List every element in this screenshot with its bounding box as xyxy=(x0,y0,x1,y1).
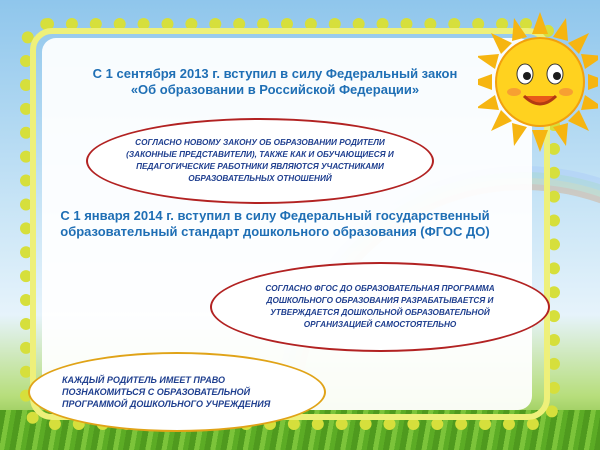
oval-callout-parent-right xyxy=(28,352,326,432)
smiling-sun-icon xyxy=(478,10,598,160)
oval-1-text: СОГЛАСНО НОВОМУ ЗАКОНУ ОБ ОБРАЗОВАНИИ РОДИТЕЛИ (ЗАКОННЫЕ ПРЕДСТАВИТЕЛИ), ТАКЖЕ КАК И ОБУЧАЮЩИЕСЯ И ПЕДАГОГИЧЕСКИЕ РАБОТНИКИ ЯВЛЯЮТСЯ УЧАСТНИКАМИ ОБРАЗОВАТЕЛЬНЫХ ОТНОШЕНИЙ xyxy=(126,138,394,183)
oval-3-text: КАЖДЫЙ РОДИТЕЛЬ ИМЕЕТ ПРАВО ПОЗНАКОМИТЬСЯ С ОБРАЗОВАТЕЛЬНОЙ ПРОГРАММОЙ ДОШКОЛЬНОГО УЧРЕЖДЕНИЯ xyxy=(62,375,271,409)
oval-callout-parents-participants xyxy=(86,118,434,204)
heading-fgos-2014: С 1 января 2014 г. вступил в силу Федеральный государственный образовательный стандарт дошкольного образования (ФГОС ДО) xyxy=(60,208,490,239)
oval-callout-program-development xyxy=(210,262,550,352)
heading-law-2013: С 1 сентября 2013 г. вступил в силу Федеральный закон «Об образовании в Российской Федерации» xyxy=(92,66,458,97)
oval-2-text: СОГЛАСНО ФГОС ДО ОБРАЗОВАТЕЛЬНАЯ ПРОГРАММА ДОШКОЛЬНОГО ОБРАЗОВАНИЯ РАЗРАБАТЫВАЕТСЯ И УТВЕРЖДАЕТСЯ ДОШКОЛЬНОЙ ОБРАЗОВАТЕЛЬНОЙ ОРГАНИЗАЦИЕЙ САМОСТОЯТЕЛЬНО xyxy=(265,284,495,329)
